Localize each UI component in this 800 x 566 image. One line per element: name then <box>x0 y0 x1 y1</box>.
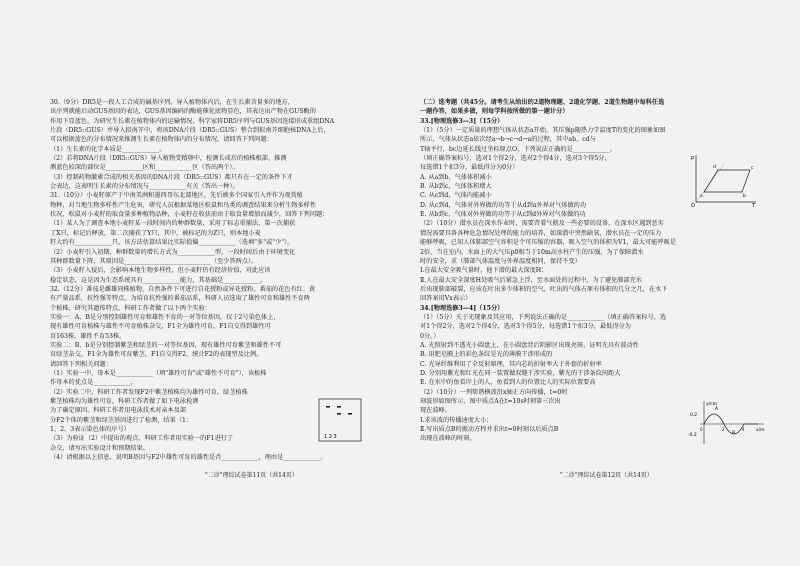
left-text-line: 作用下显蓝色。为研究生长素在植物体内的运输情况，科学家将DR5序列与GUS基因连接形成重组DNA <box>50 117 335 125</box>
state-c-label: c <box>751 166 754 171</box>
wave-x-4: 4 <box>742 427 745 432</box>
right-text-line: （2）（10分）潜水员在深水作业时，需要背着气瓶及一些必要的设备，在深水区遇到恶劣 <box>420 220 664 228</box>
right-text-line: 对1个得2分，选对2个得4分，选对3个得5分，每选错1个扣3分，最低得分为 <box>420 323 631 331</box>
right-text-line: A. 从a到b，气体体积减小 <box>420 173 492 181</box>
left-text-line: 籽大约有____________只，该方法估算结果比实际值偏____________（选填"多"或"少"）。 <box>50 239 294 247</box>
right-text-line: Ⅱ.人在最大安全深度H处吸气后紧急上浮，至水面处的过程中，为了避免肺部充水 <box>420 276 642 284</box>
left-text-line: 稳定状态，这是因为生态系统具有____________能力，其基础是____________。 <box>50 276 267 284</box>
t-axis-label: T <box>752 203 756 208</box>
right-text-line: Ⅰ.求该波的传播速度大小； <box>420 416 493 424</box>
left-text-line: （1）生长素的化学本质是____________。 <box>50 145 166 153</box>
left-text-line: （1）实验一中，母本是____________（填"雄性可育"或"雄性不可育"），该植株 <box>50 369 267 377</box>
right-text-line: 刻波形如图所示，图中质点A在t=10s时刻第三次出 <box>420 398 561 405</box>
right-text-line: Ⅱ.写出质点B的振动方程并求出t=0时刻以后质点B <box>420 426 559 434</box>
left-text-line: 物种，对当地生物多样性产生危害，研究人员根据某地区松鼠和鸟类的调查结果来分析生物多样性 <box>50 201 317 209</box>
pt-graph-figure <box>690 152 760 212</box>
right-text-line: （2）（10分）一列简谐横波沿x轴正方向传播，t=0时 <box>420 388 568 396</box>
right-text-line: 所示，气体从状态a依次经a→b→c→d→a的过程，其中ab、cd与 <box>420 136 596 144</box>
right-text-line: 回答案用Vx表示） <box>420 295 472 303</box>
wave-figure <box>688 398 768 452</box>
left-text-line: 杂交，请写出实验设计和预期结果。 <box>50 444 149 452</box>
right-text-line: （二）选考题（共45分。请考生从给出的2道物理题、2道化学题、2道生物题中每科任选 <box>420 99 665 106</box>
left-text-line: （2）小麦籽引入初期，种群数量的增长方式为____________型，一段时间后由于环境变化 <box>50 248 296 256</box>
left-text-line: 了X只，标记后释放，第二次捕获了Y只，其中，被标记的为Z只，则本地小麦 <box>50 229 261 237</box>
right-text-line: B. 用肥皂膜上的彩色条纹是光的薄膜干涉形成的 <box>420 351 553 359</box>
left-text-line: 个植株，研究其遗传特点，科研工作者做了以下两个实验： <box>50 304 211 312</box>
left-text-line: （4）请根据以上信息，说明B基因与F2中雄性可育的雄性是否____________，理由是____________。 <box>50 454 327 462</box>
wave-x-label: x/m <box>756 428 765 433</box>
left-text-line: 会表达，这表明生长素的分布情况与____________有关（答出一种）。 <box>50 183 239 191</box>
right-text-line: Ⅰ.在最大安全吸气量时，他下潜的最大深度H； <box>420 267 548 275</box>
left-text-line: 有产量品系，抗性强等特点。为培育抗性强的番茄品系，科研人员选取了雄性可育和雄性不育两 <box>50 295 310 303</box>
left-text-line: 实验二：B、b是分别控制紫茎和绿茎的一对等位基因，现有雄性可育紫茎和雄性不可 <box>50 341 282 349</box>
right-text-line: E. 在水中的鱼看岸上的人，鱼看到人的位置比人的实际位置要高 <box>420 379 596 387</box>
state-d-label: d <box>713 165 716 170</box>
right-text-line: D. 从c到d，气体对外界做的功等于从d到a外界对气体做的功 <box>420 201 587 209</box>
wave-x-2: 2 <box>722 427 725 432</box>
left-text-line: 实验一：A、B是分别控制雄性可育和雄性不育的一对等位基因，仅于2号染色体上， <box>50 313 280 321</box>
footer-right: "二诊"理综试卷第12页（共14页） <box>560 472 653 479</box>
right-text-line: 0分。） <box>420 332 440 340</box>
right-text-line: 情况需要具备各种危急情况处理的能力的培养，如深潜中突然缺氧，潜水员在一定的压力 <box>420 229 662 237</box>
left-text-line: （1）某人为了调查本地小麦籽某一段时间内的种群数量，采用了标志重捕法，第一次捕获 <box>50 220 296 228</box>
left-text-line: 该序列就能启动GUS基因的表达，GUS基因编码的酶能催化底物显色，其表达出产物在GUS酶的 <box>50 108 316 116</box>
right-text-line: 每选错1个扣3分，最低得分为0分） <box>420 164 519 172</box>
left-text-line: 现有雄性可育植株与雄性不可育植株杂交，F1全为雄性可育，F1自交得到雄性可 <box>50 323 271 331</box>
right-text-line: 33.[物理选修3—3]（15分） <box>420 117 504 125</box>
wave-x-0: 0 <box>700 427 703 432</box>
left-text-line: 分F2个体的紫茎和绿茎基因进行了检测，结果（1： <box>50 416 193 424</box>
left-text-line: （2）若将DNA片段（DR5::GUS）导入植物受精卵中，检测长成后的植株根部，推测 <box>50 155 287 163</box>
left-text-line: 状况，松鼠对小麦籽的取食量多种植物品种，小麦籽在收获前由于取食量增加而减少，回答下列问题： <box>50 211 329 219</box>
state-a-label: a <box>700 194 703 199</box>
left-text-line: （3）小麦籽入侵后，会影响本地生物多样性，但小麦籽仍有经济价值，对此应该 <box>50 267 271 275</box>
left-text-line: 育绿茎杂交，F1全为雄性可育紫茎，F1自交得F2，统计F2的表现型及比例。 <box>50 351 263 359</box>
left-text-line: 紫茎植株均为雄性可育，科研工作者做了如下电泳检测 <box>50 398 199 405</box>
right-text-line: T轴平行，bc边延长线过坐标原点O，下列说法正确的是____________。 <box>420 145 617 153</box>
left-text-line: 可以根据蓝色的分布情况来推测生长素在植物体内的分布情况，请回答下列问题： <box>50 136 273 144</box>
right-text-line: 后出现肺部破裂，应该在吐出多少体积的空气，吐出的气体占原有体积的几分之几，在水下 <box>420 285 668 293</box>
right-text-line: A. 光照射到不透光小圆盘上，在小圆盘背后阴影区出现亮斑，证明光具有波动性 <box>420 341 639 349</box>
left-text-line: 为了确定原因，科研工作者用电泳技术对亲本及部 <box>50 407 187 415</box>
left-text-line: 其种群数量下降，其原因是____________________________（至少答两点）。 <box>50 257 258 265</box>
left-text-line: （3）控制药物激素合成的相关基因的DNA片段（DR5::GUS）都只有在一定的条件下才 <box>50 173 293 181</box>
p-axis-label: p <box>691 155 695 161</box>
right-text-line: （1）（5分）一定质量的理想气体从状态a开始，其压强p随热力学温度T的变化的图象如图 <box>420 127 666 135</box>
wave-y-bottom: -0.2 <box>688 433 697 438</box>
right-text-line: C. 从c到d，气体内能减小 <box>420 192 492 200</box>
wave-point-b: B <box>732 431 736 436</box>
right-text-line: （填正确答案标号，选对1个得2分，选对2个得4分，选对3个得5分， <box>420 155 611 163</box>
wave-point-a: A <box>715 407 719 412</box>
right-text-line: 出现在波峰的时刻。 <box>420 435 476 443</box>
right-text-line: 2倍，当在室内，水面上的大气压p0相当于10m高水柱产生的压强，为了保障潜水 <box>420 248 644 256</box>
state-b-label: b <box>743 194 746 199</box>
left-text-line: 片段（DR5::GUS）并导入拟南芥中，将该DNA片段（DR5::GUS）整合到拟南芥细胞核DNA上后， <box>50 127 330 135</box>
wave-y-top: 0.2 <box>690 413 698 418</box>
left-text-line: 作母本的优点是____________。 <box>50 379 137 387</box>
left-text-line: （3）为验证（2）中提出的观点，科研工作者用实验一的F1进行了 <box>50 435 234 443</box>
left-text-line: 32.（12分）番茄是雌雄同株植物，自然条件下可进行自花授粉或异花授粉。番茄的花色有红、黄 <box>50 285 316 293</box>
right-text-line: D. 分别用紫光和红光在同一装置做双缝干涉实验，紫光的干涉条纹间距大 <box>420 369 621 377</box>
left-text-line: 请回答下列相关问题： <box>50 360 112 368</box>
left-text-line: 测蓝色较深的部位是____________区和____________区（答出两个）。 <box>50 164 239 172</box>
gel-figure <box>318 398 362 446</box>
right-text-line: 现在波峰。 <box>420 407 451 415</box>
right-text-line: 时的安全，求（肺部气体温度与外界温度相同，保持不变） <box>420 257 581 265</box>
left-text-line: 31.（10分）小麦籽原产于中南美洲和墨西哥东北部地区，先后被多个国家引入并作为观赏植 <box>50 192 303 200</box>
gel-lane-labels: 1 2 3 <box>324 434 337 440</box>
origin-label: O <box>691 203 695 208</box>
right-text-line: B. 从b到c，气体体积增大 <box>420 183 492 191</box>
wave-y-label: y/cm <box>706 402 718 407</box>
left-text-line: （2）实验二中，科研工作者发现F2中紫茎植株均为雄性可育，绿茎植株 <box>50 388 248 396</box>
right-page <box>420 98 770 444</box>
right-text-line: 34.[物理选修3—4]（15分） <box>420 304 504 312</box>
right-text-line: C. 光导纤维利用了全反射原理，其内芯的折射率大于外套的折射率 <box>420 360 602 368</box>
left-text-line: 育163株，雄性不育53株。 <box>50 332 126 340</box>
left-text-line: 30.（9分）DR5是一段人工合成的碱基序列，导入植物体内后，在生长素含量多的地方， <box>50 99 294 106</box>
right-text-line: 能够呼吸，已知人体肺部空气容积是个可压缩的容器，吸入空气的体积为V1，最大可能呼吸是 <box>420 239 676 247</box>
right-text-line: E. 从b到c，气体对外界做的功等于从c到d外界对气体做的功 <box>420 211 586 219</box>
footer-left: "二诊"理综试卷第11页（共14页） <box>205 472 298 479</box>
right-text-line: 一题作答，如果多做，则每学科按所做的第一题计分） <box>420 108 569 116</box>
right-text-line: （1）（5分）关于光现象及其应用，下列说法正确的是____________（填正确答案标号，选 <box>420 313 667 321</box>
left-text-line: 1、2、3表示染色体的序号） <box>50 426 130 434</box>
